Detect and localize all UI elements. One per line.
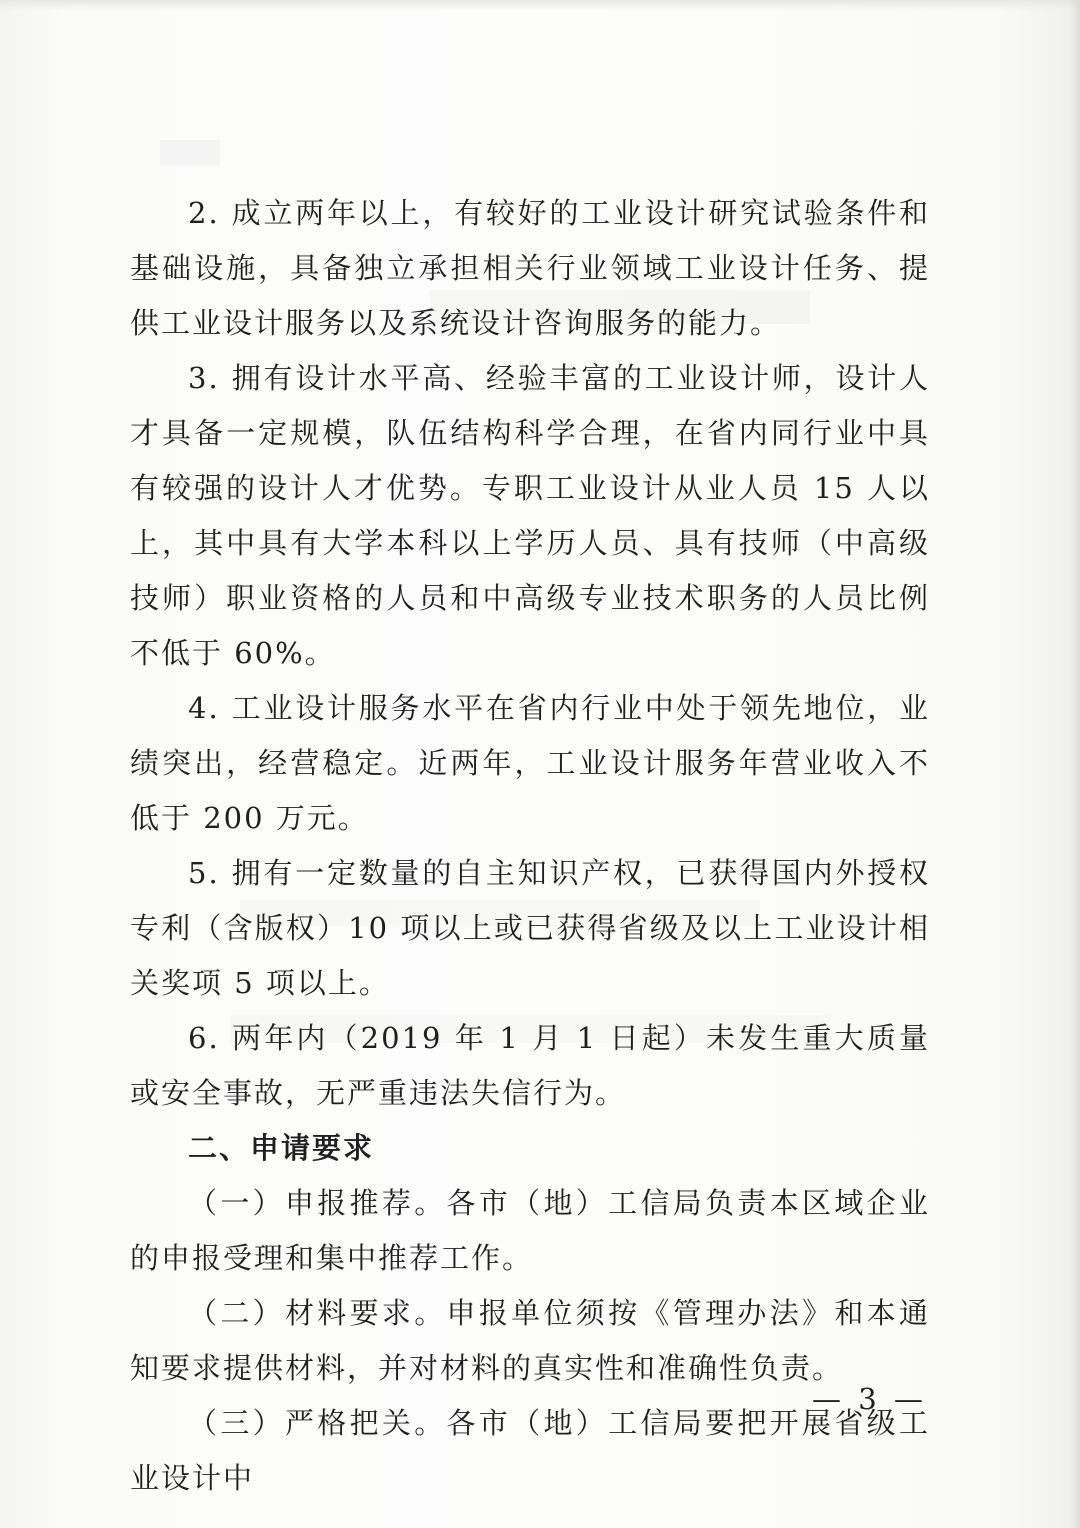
section-heading-application-requirements: 二、申请要求 — [188, 1131, 375, 1165]
paragraph-requirement-2: （二）材料要求。申报单位须按《管理办法》和本通知要求提供材料，并对材料的真实性和准确性负责。 — [130, 1296, 930, 1385]
show-through-mark — [160, 140, 220, 166]
scan-edge-right — [1070, 0, 1080, 1528]
paragraph-criterion-6: 6. 两年内（2019 年 1 月 1 日起）未发生重大质量或安全事故，无严重违法失信行为。 — [130, 1021, 930, 1110]
paragraph-requirement-1: （一）申报推荐。各市（地）工信局负责本区域企业的申报受理和集中推荐工作。 — [130, 1186, 930, 1275]
paragraph-requirement-3: （三）严格把关。各市（地）工信局要把开展省级工业设计中 — [130, 1406, 930, 1495]
paragraph-criterion-2: 2. 成立两年以上，有较好的工业设计研究试验条件和基础设施，具备独立承担相关行业领域工业设计任务、提供工业设计服务以及系统设计咨询服务的能力。 — [130, 196, 930, 340]
page-number: — 3 — — [812, 1382, 927, 1416]
document-body — [130, 186, 930, 1506]
paragraph-criterion-4: 4. 工业设计服务水平在省内行业中处于领先地位，业绩突出，经营稳定。近两年，工业设计服务年营业收入不低于 200 万元。 — [130, 691, 930, 835]
scan-edge-top — [0, 0, 1080, 10]
paragraph-criterion-5: 5. 拥有一定数量的自主知识产权，已获得国内外授权专利（含版权）10 项以上或已获得省级及以上工业设计相关奖项 5 项以上。 — [130, 856, 930, 1000]
paragraph-criterion-3: 3. 拥有设计水平高、经验丰富的工业设计师，设计人才具备一定规模，队伍结构科学合理，在省内同行业中具有较强的设计人才优势。专职工业设计从业人员 15 人以上，其中具有大学本科以上学历人员、具有技师（中高级技师）职业资格的人员和中高级专业技术职务的人员比例不低于 60%。 — [130, 361, 930, 670]
